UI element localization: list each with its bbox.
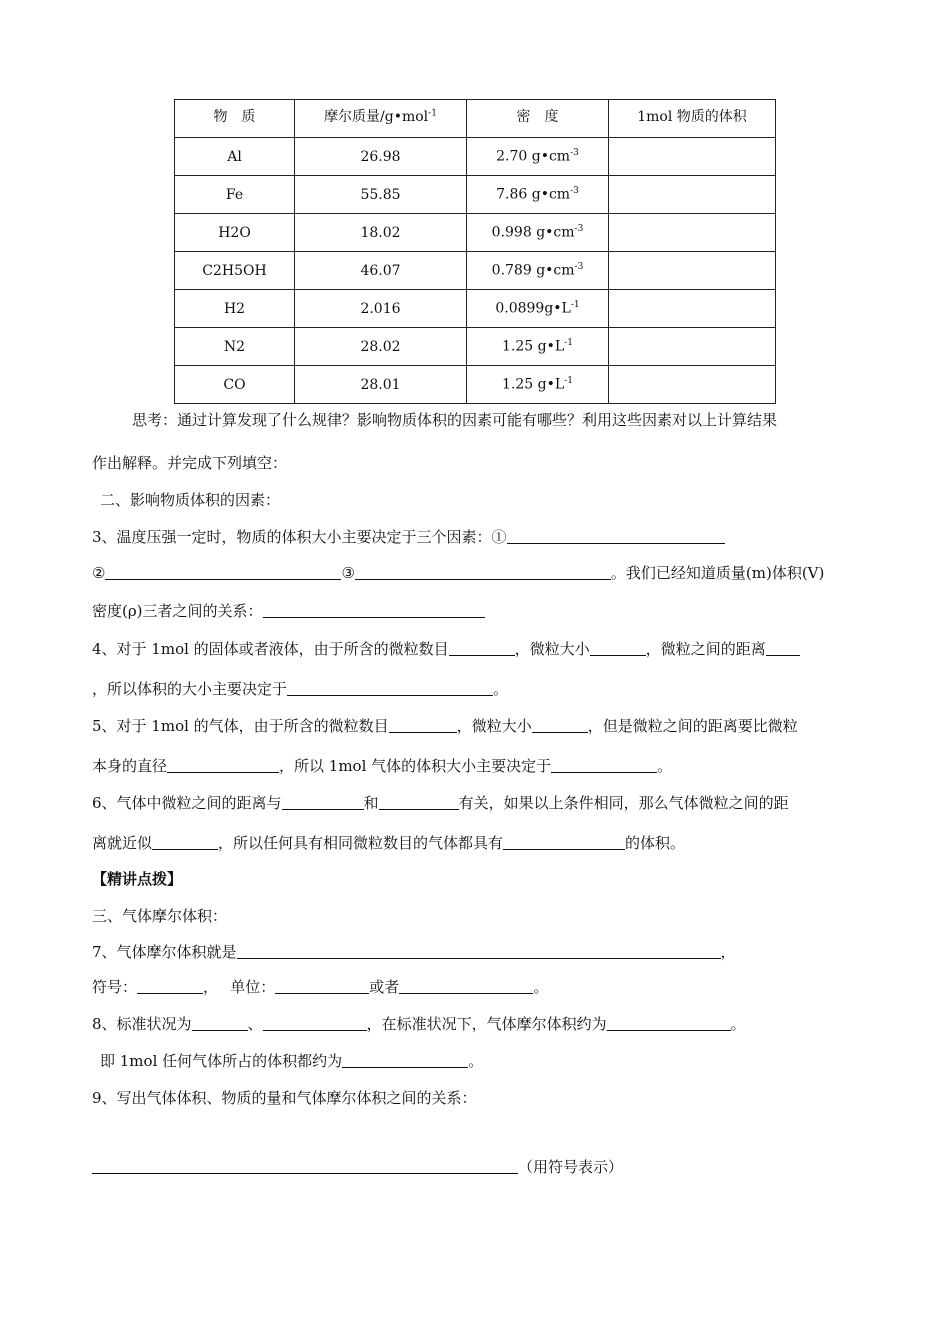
q5-blank-3[interactable]	[167, 756, 279, 773]
question-7-line-2	[92, 976, 548, 997]
q8-text-1: 8、标准状况为	[92, 1015, 192, 1033]
q5-text-2: ，微粒大小	[456, 717, 532, 735]
cell-density	[467, 328, 609, 366]
density-exponent: -3	[570, 186, 579, 197]
cell-molar-mass: 28.02	[295, 328, 467, 366]
q5-text-4: 本身的直径	[92, 757, 168, 775]
q4-blank-2[interactable]	[590, 639, 646, 656]
q7-text-4: ， 单位：	[203, 978, 276, 996]
q3-density-text: 密度(ρ)三者之间的关系：	[92, 602, 263, 620]
table-row	[175, 328, 776, 366]
question-3-line-3	[92, 600, 485, 621]
think-line-1: 思考：通过计算发现了什么规律？影响物质体积的因素可能有哪些？利用这些因素对以上计算结果	[132, 411, 778, 429]
density-value: 0.998 g•cm	[491, 224, 575, 241]
jingjiang-heading: 【精讲点拨】	[92, 870, 183, 888]
q3-blank-relation[interactable]	[263, 601, 485, 618]
q3-circle-2: ②	[92, 564, 106, 582]
density-value: 7.86 g•cm	[496, 186, 571, 203]
cell-substance: C2H5OH	[175, 252, 295, 290]
cell-molar-mass: 26.98	[295, 138, 467, 176]
q3-blank-2[interactable]	[105, 563, 341, 580]
q4-blank-4[interactable]	[287, 679, 493, 696]
q6-text-5: ，所以任何具有相同微粒数目的气体都具有	[218, 834, 504, 852]
cell-molar-mass: 2.016	[295, 290, 467, 328]
q4-text-4: ，所以体积的大小主要决定于	[92, 680, 288, 698]
q5-text-1: 5、对于 1mol 的气体，由于所含的微粒数目	[92, 717, 389, 735]
question-8-line-2	[100, 1050, 483, 1071]
table-row	[175, 290, 776, 328]
q6-text-1: 6、气体中微粒之间的距离与	[92, 794, 282, 812]
header-density: 密 度	[467, 100, 609, 138]
q4-text-5: 。	[493, 680, 509, 698]
q5-text-3: ，但是微粒之间的距离要比微粒	[587, 717, 798, 735]
section-3-title: 三、气体摩尔体积：	[92, 907, 228, 925]
q8-text-5: 即 1mol 任何气体所占的体积都约为	[100, 1052, 343, 1070]
cell-volume-blank[interactable]	[609, 138, 776, 176]
q7-text-5: 或者	[369, 978, 400, 996]
table-row	[175, 176, 776, 214]
question-3-line-1	[92, 526, 725, 547]
cell-molar-mass: 46.07	[295, 252, 467, 290]
question-9-line-1: 9、写出气体体积、物质的量和气体摩尔体积之间的关系：	[92, 1089, 477, 1107]
q7-text-1: 7、气体摩尔体积就是	[92, 943, 237, 961]
cell-density	[467, 214, 609, 252]
cell-substance: H2	[175, 290, 295, 328]
density-value: 0.0899g•L	[495, 300, 571, 317]
q8-blank-1[interactable]	[192, 1014, 248, 1031]
cell-volume-blank[interactable]	[609, 214, 776, 252]
q3-blank-1[interactable]	[507, 527, 725, 544]
question-7-line-1	[92, 941, 736, 962]
question-4-line-1	[92, 638, 800, 659]
cell-density	[467, 366, 609, 404]
q8-text-2: 、	[247, 1015, 263, 1033]
q8-text-6: 。	[468, 1052, 484, 1070]
header-molar-mass-label: 摩尔质量/g•mol	[324, 109, 429, 125]
question-8-line-1	[92, 1013, 746, 1034]
cell-substance: H2O	[175, 214, 295, 252]
q6-blank-3[interactable]	[152, 833, 218, 850]
q4-text-2: ，微粒大小	[514, 640, 590, 658]
cell-volume-blank[interactable]	[609, 328, 776, 366]
q3-circle-3: ③	[341, 564, 355, 582]
cell-substance: Fe	[175, 176, 295, 214]
header-molar-mass	[295, 100, 467, 138]
q8-blank-4[interactable]	[342, 1051, 468, 1068]
cell-molar-mass: 18.02	[295, 214, 467, 252]
q3-blank-3[interactable]	[355, 563, 611, 580]
question-4-line-2	[92, 678, 508, 699]
q6-blank-2[interactable]	[379, 793, 459, 810]
question-5-line-2	[92, 755, 672, 776]
q4-text-3: ，微粒之间的距离	[645, 640, 766, 658]
q7-text-2: ，	[720, 943, 736, 961]
q7-blank-symbol[interactable]	[137, 977, 203, 994]
cell-volume-blank[interactable]	[609, 290, 776, 328]
q3-text: 3、温度压强一定时，物质的体积大小主要决定于三个因素：①	[92, 528, 507, 546]
q6-blank-1[interactable]	[282, 793, 364, 810]
cell-density	[467, 176, 609, 214]
cell-substance: CO	[175, 366, 295, 404]
q8-text-4: 。	[730, 1015, 746, 1033]
header-molar-mass-exponent: -1	[428, 108, 437, 119]
cell-volume-blank[interactable]	[609, 176, 776, 214]
density-exponent: -1	[564, 338, 573, 349]
q4-blank-3[interactable]	[766, 639, 800, 656]
cell-density	[467, 252, 609, 290]
density-value: 0.789 g•cm	[491, 262, 575, 279]
density-value: 1.25 g•L	[502, 376, 565, 393]
q7-blank-definition[interactable]	[237, 942, 721, 959]
q5-text-5: ，所以 1mol 气体的体积大小主要决定于	[279, 757, 552, 775]
cell-molar-mass: 28.01	[295, 366, 467, 404]
q7-blank-unit-2[interactable]	[399, 977, 533, 994]
density-value: 1.25 g•L	[502, 338, 565, 355]
q6-text-2: 和	[363, 794, 379, 812]
header-volume: 1mol 物质的体积	[609, 100, 776, 138]
table-row	[175, 138, 776, 176]
q6-text-6: 的体积。	[625, 834, 686, 852]
question-9-line-2	[92, 1156, 623, 1177]
cell-substance: Al	[175, 138, 295, 176]
cell-molar-mass: 55.85	[295, 176, 467, 214]
header-substance: 物 质	[175, 100, 295, 138]
density-exponent: -3	[570, 148, 579, 159]
q6-blank-4[interactable]	[503, 833, 625, 850]
q4-text-1: 4、对于 1mol 的固体或者液体，由于所含的微粒数目	[92, 640, 449, 658]
table-row	[175, 366, 776, 404]
q7-blank-unit-1[interactable]	[275, 977, 369, 994]
cell-density	[467, 290, 609, 328]
q5-blank-4[interactable]	[551, 756, 657, 773]
q6-text-4: 离就近似	[92, 834, 153, 852]
cell-density	[467, 138, 609, 176]
think-line-2: 作出解释。并完成下列填空：	[92, 454, 288, 472]
density-exponent: -3	[574, 262, 584, 273]
q4-blank-1[interactable]	[449, 639, 515, 656]
cell-volume-blank[interactable]	[609, 366, 776, 404]
q8-blank-3[interactable]	[607, 1014, 731, 1031]
question-6-line-2	[92, 832, 685, 853]
q6-text-3: 有关，如果以上条件相同，那么气体微粒之间的距	[458, 794, 789, 812]
density-exponent: -1	[564, 376, 573, 387]
cell-volume-blank[interactable]	[609, 252, 776, 290]
q3-tail: 。我们已经知道质量(m)体积(V)	[610, 564, 825, 582]
substance-property-table	[174, 99, 776, 404]
q7-text-6: 。	[533, 978, 549, 996]
table-row	[175, 214, 776, 252]
section-2-title: 二、影响物质体积的因素：	[100, 491, 281, 509]
q9-text-symbol-note: （用符号表示）	[518, 1158, 624, 1176]
table-row	[175, 252, 776, 290]
cell-substance: N2	[175, 328, 295, 366]
question-5-line-1	[92, 715, 798, 736]
density-value: 2.70 g•cm	[496, 148, 571, 165]
density-exponent: -1	[570, 300, 580, 311]
q8-text-3: ，在标准状况下，气体摩尔体积约为	[366, 1015, 607, 1033]
question-6-line-1	[92, 792, 789, 813]
q8-blank-2[interactable]	[263, 1014, 367, 1031]
q5-text-6: 。	[657, 757, 673, 775]
q7-text-3: 符号：	[92, 978, 138, 996]
table-header-row	[175, 100, 776, 138]
q5-blank-2[interactable]	[532, 716, 588, 733]
q5-blank-1[interactable]	[389, 716, 457, 733]
question-3-line-2	[92, 562, 824, 583]
density-exponent: -3	[574, 224, 584, 235]
q9-blank-relation[interactable]	[92, 1157, 518, 1174]
